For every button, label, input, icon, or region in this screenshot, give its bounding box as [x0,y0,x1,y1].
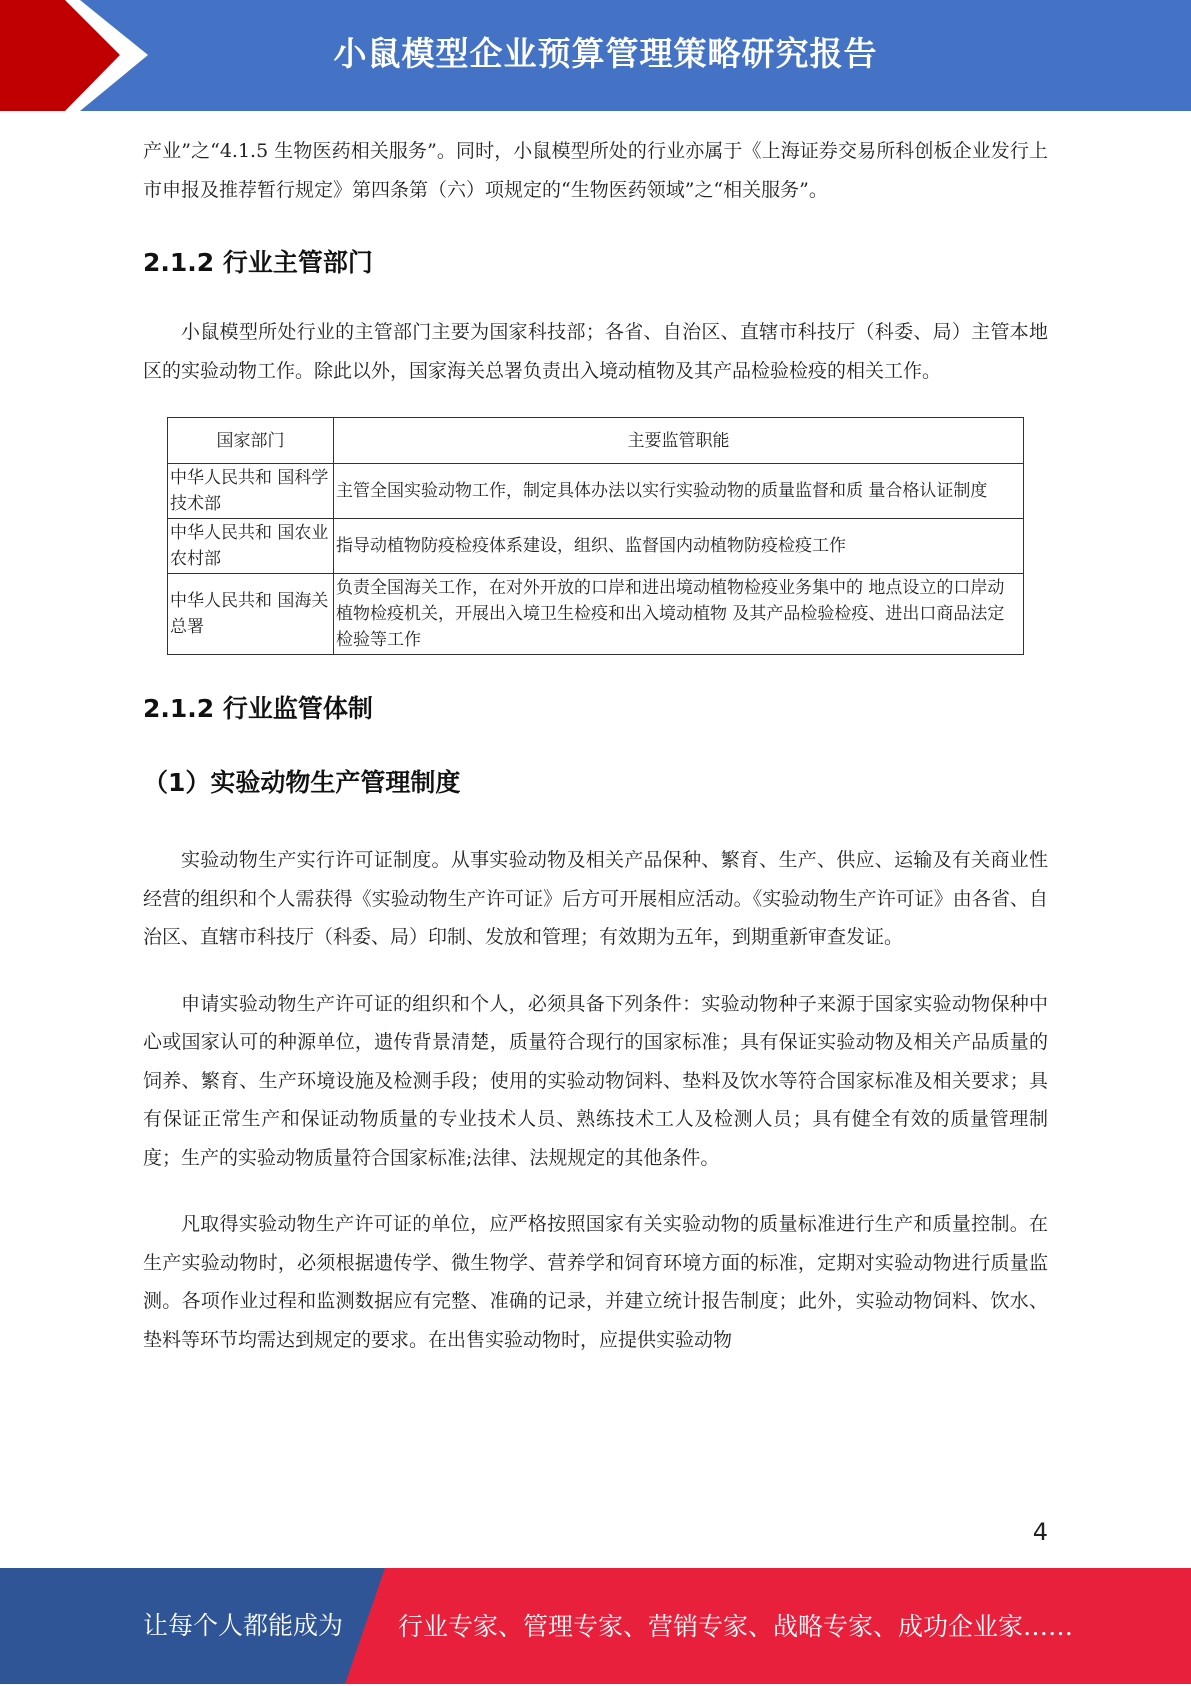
page-header [0,0,1191,111]
department-table [167,417,1024,655]
footer-slogan-left: 让每个人都能成为 [143,1611,344,1640]
table-header-row [168,418,1024,464]
table-row [168,574,1024,655]
section-heading-department: 2.1.2 行业主管部门 [143,248,373,277]
table-header-duty: 主要监管职能 [334,418,1024,464]
section-heading-regulation: 2.1.2 行业监管体制 [143,694,373,723]
table-row [168,464,1024,519]
page-number: 4 [1032,1518,1048,1546]
intro-paragraph: 产业”之“4.1.5 生物医药相关服务”。同时，小鼠模型所处的行业亦属于《上海证券交易所科创板企业发行上市申报及推荐暂行规定》第四条第（六）项规定的“生物医药领域”之“相关服务”。 [143,140,1048,201]
table-cell-dept: 中华人民共和 国农业农村部 [168,519,334,574]
body-paragraph: 实验动物生产实行许可证制度。从事实验动物及相关产品保种、繁育、生产、供应、运输及有关商业性经营的组织和个人需获得《实验动物生产许可证》后方可开展相应活动。《实验动物生产许可证》由各省、自治区、直辖市科技厅（科委、局）印制、发放和管理；有效期为五年，到期重新审查发证。 [143,849,1048,948]
table-row [168,519,1024,574]
table-cell-dept: 中华人民共和 国海关总署 [168,574,334,655]
page-content [143,132,1048,1359]
table-header-dept: 国家部门 [168,418,334,464]
body-paragraph: 申请实验动物生产许可证的组织和个人，必须具备下列条件：实验动物种子来源于国家实验动物保种中心或国家认可的种源单位，遗传背景清楚，质量符合现行的国家标准；具有保证实验动物及相关产品质量的饲养、繁育、生产环境设施及检测手段；使用的实验动物饲料、垫料及饮水等符合国家标准及相关要求；具有保证正常生产和保证动物质量的专业技术人员、熟练技术工人及检测人员；具有健全有效的质量管理制度；生产的实验动物质量符合国家标准;法律、法规规定的其他条件。 [143,992,1048,1169]
subsection-heading: （1）实验动物生产管理制度 [143,768,461,797]
body-paragraph: 凡取得实验动物生产许可证的单位，应严格按照国家有关实验动物的质量标准进行生产和质量控制。在生产实验动物时，必须根据遗传学、微生物学、营养学和饲育环境方面的标准，定期对实验动物进行质量监测。各项作业过程和监测数据应有完整、准确的记录，并建立统计报告制度；此外，实验动物饲料、饮水、垫料等环节均需达到规定的要求。在出售实验动物时，应提供实验动物 [143,1213,1048,1351]
table-cell-dept: 中华人民共和 国科学技术部 [168,464,334,519]
department-paragraph: 小鼠模型所处行业的主管部门主要为国家科技部；各省、自治区、直辖市科技厅（科委、局）主管本地区的实验动物工作。除此以外，国家海关总署负责出入境动植物及其产品检验检疫的相关工作。 [143,321,1048,382]
page-footer [0,1568,1191,1684]
report-title: 小鼠模型企业预算管理策略研究报告 [333,34,878,73]
table-cell-duty: 负责全国海关工作，在对外开放的口岸和进出境动植物检疫业务集中的 地点设立的口岸动植物检疫机关，开展出入境卫生检疫和出入境动植物 及其产品检验检疫、进出口商品法定检验等工作 [334,574,1024,655]
footer-slogan-right: 行业专家、管理专家、营销专家、战略专家、成功企业家…… [398,1612,1074,1641]
table-cell-duty: 主管全国实验动物工作，制定具体办法以实行实验动物的质量监督和质 量合格认证制度 [334,464,1024,519]
table-cell-duty: 指导动植物防疫检疫体系建设，组织、监督国内动植物防疫检疫工作 [334,519,1024,574]
